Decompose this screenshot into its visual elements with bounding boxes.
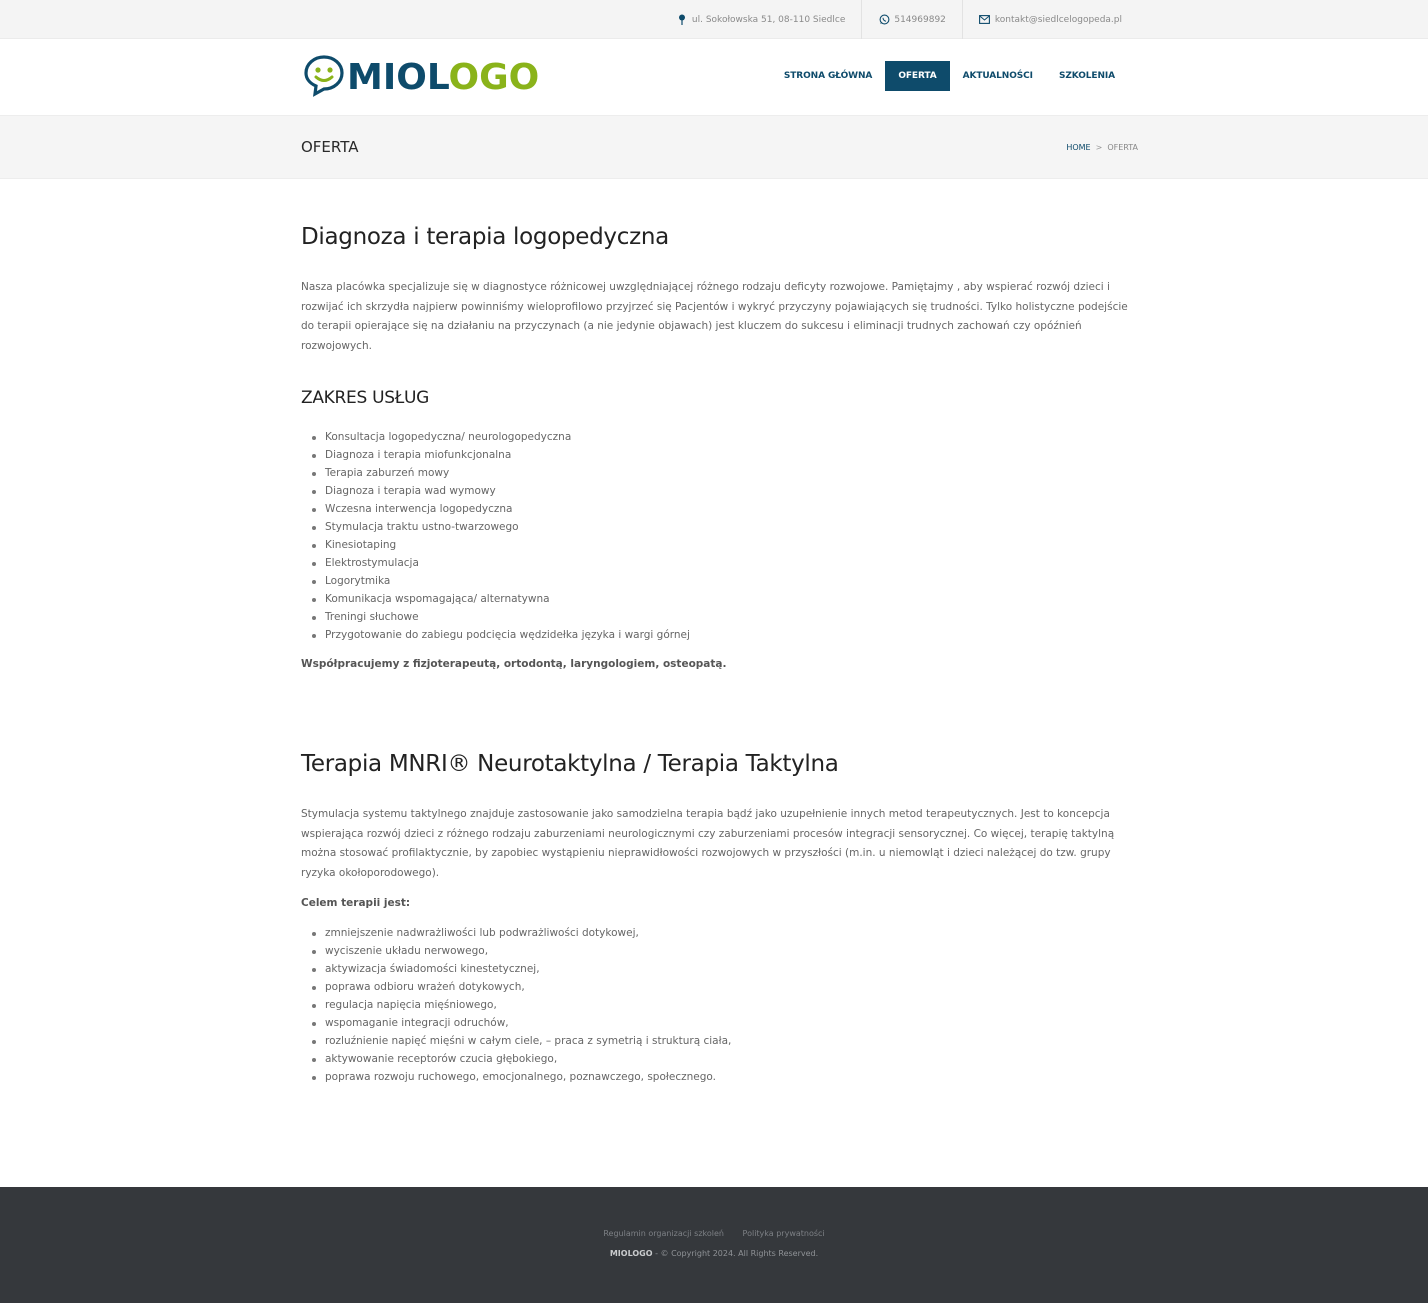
list-item: zmniejszenie nadwrażliwości lub podwrażliwości dotykowej, [301, 924, 1141, 942]
email-item[interactable] [962, 0, 1138, 39]
section2-heading: Terapia MNRI® Neurotaktylna / Terapia Taktylna [301, 751, 839, 777]
page-title-bar [0, 115, 1428, 179]
section1-heading: Diagnoza i terapia logopedyczna [301, 224, 669, 250]
top-bar [0, 0, 1428, 39]
goals-list [301, 924, 1141, 1086]
list-item: poprawa odbioru wrażeń dotykowych, [301, 978, 1141, 996]
map-pin-icon [676, 14, 688, 26]
header [0, 39, 1428, 115]
list-item: regulacja napięcia mięśniowego, [301, 996, 1141, 1014]
list-item: Konsultacja logopedyczna/ neurologopedyczna [301, 428, 1141, 446]
list-item: wspomaganie integracji odruchów, [301, 1014, 1141, 1032]
list-item: Treningi słuchowe [301, 608, 1141, 626]
list-item: poprawa rozwoju ruchowego, emocjonalnego, poznawczego, społecznego. [301, 1068, 1141, 1086]
footer-copyright [0, 1249, 1428, 1258]
services-list [301, 428, 1141, 644]
page-title: OFERTA [301, 138, 359, 156]
logo-text: MIOLOGO [347, 57, 540, 98]
footer-links [0, 1229, 1428, 1238]
list-item: aktywizacja świadomości kinestetycznej, [301, 960, 1141, 978]
list-item: Kinesiotaping [301, 536, 1141, 554]
footer-brand: MIOLOGO [609, 1249, 653, 1258]
footer-copyright-text: - © Copyright 2024. All Rights Reserved. [652, 1249, 819, 1258]
phone-text[interactable]: 514969892 [894, 14, 946, 25]
list-item: Logorytmika [301, 572, 1141, 590]
list-item: rozluźnienie napięć mięśni w całym ciele, – praca z symetrią i strukturą ciała, [301, 1032, 1141, 1050]
section2-paragraph: Stymulacja systemu taktylnego znajduje zastosowanie jako samodzielna terapia bądź jako uzupełnienie innych metod terapeutycznych. Jest to koncepcja wspierająca rozwój dzieci z różnego rodzaju zaburzeniami neurologicznymi czy zaburzeniami procesów integracji sensorycznej. Co więcej, terapię taktylną można stosować profilaktycznie, by zapobiec wystąpieniu nieprawidłowości rozwojowych w przyszłości (m.in. u niemowląt i dzieci należącej do tzw. grupy ryzyka okołoporodowego). [301, 808, 1115, 879]
breadcrumb-separator: > [1095, 143, 1103, 152]
breadcrumb-current: OFERTA [1107, 143, 1138, 152]
section-diagnoza [301, 224, 1141, 670]
address-item [660, 0, 861, 39]
list-item: Przygotowanie do zabiegu podcięcia wędzidełka języka i wargi górnej [301, 626, 1141, 644]
list-item: Wczesna interwencja logopedyczna [301, 500, 1141, 518]
address-text: ul. Sokołowska 51, 08-110 Siedlce [691, 14, 846, 25]
nav-szkolenia[interactable]: SZKOLENIA [1058, 71, 1115, 81]
section1-paragraph: Nasza placówka specjalizuje się w diagnostyce różnicowej uwzględniającej różnego rodzaju deficyty rozwojowe. Pamiętajmy , aby wspierać rozwój dzieci i rozwijać ich skrzydła najpierw powinniśmy wieloprofilowo przyjrzeć się Pacjentów i wykryć przyczyny pojawiających się trudności. Tylko holistyczne podejście do terapii opierające się na działaniu na przyczynach (a nie jedynie objawach) jest kluczem do sukcesu i eliminacji trudnych zachowań czy opóźnień rozwojowych. [301, 281, 1128, 352]
section1-subheading: ZAKRES USŁUG [301, 388, 429, 408]
list-item: Stymulacja traktu ustno-twarzowego [301, 518, 1141, 536]
goals-title: Celem terapii jest: [301, 897, 411, 909]
cooperation-text: Współpracujemy z fizjoterapeutą, ortodontą, laryngologiem, osteopatą. [301, 658, 727, 670]
breadcrumb [1066, 143, 1138, 152]
main-nav [771, 61, 1128, 91]
list-item: Diagnoza i terapia miofunkcjonalna [301, 446, 1141, 464]
list-item: Komunikacja wspomagająca/ alternatywna [301, 590, 1141, 608]
speech-bubble-smiley-icon [301, 53, 347, 103]
phone-item[interactable] [861, 0, 962, 39]
nav-strona-glowna[interactable]: STRONA GŁÓWNA [783, 71, 873, 81]
nav-oferta[interactable]: OFERTA [885, 61, 949, 91]
breadcrumb-home[interactable]: HOME [1066, 143, 1091, 152]
whatsapp-icon [878, 14, 890, 26]
nav-aktualnosci[interactable]: AKTUALNOŚCI [962, 71, 1033, 81]
logo[interactable] [301, 53, 539, 103]
list-item: Diagnoza i terapia wad wymowy [301, 482, 1141, 500]
list-item: Terapia zaburzeń mowy [301, 464, 1141, 482]
list-item: wyciszenie układu nerwowego, [301, 942, 1141, 960]
footer-link-privacy[interactable]: Polityka prywatności [742, 1229, 825, 1238]
footer-link-regulamin[interactable]: Regulamin organizacji szkoleń [603, 1229, 724, 1238]
list-item: Elektrostymulacja [301, 554, 1141, 572]
list-item: aktywowanie receptorów czucia głębokiego, [301, 1050, 1141, 1068]
envelope-icon [979, 14, 991, 26]
section-mnri [301, 751, 1141, 1086]
footer [0, 1187, 1428, 1303]
email-text[interactable]: kontakt@siedlcelogopeda.pl [994, 14, 1122, 25]
